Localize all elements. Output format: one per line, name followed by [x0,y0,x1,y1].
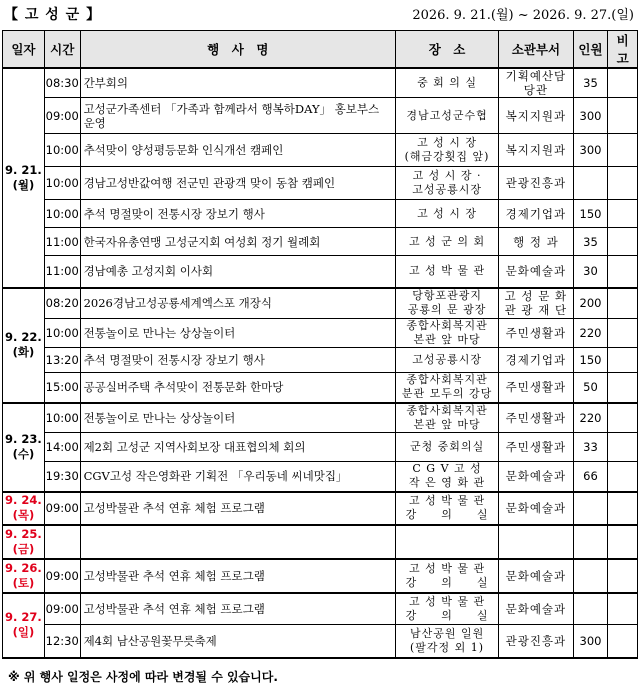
table-row [3,492,638,525]
attendance-cell [573,167,608,200]
department-cell: 경제기업과 [499,200,574,228]
place-cell: 고성공룡시장 [396,348,499,373]
schedule-period: 2026. 9. 21.(월) ~ 2026. 9. 27.(일) [412,8,634,23]
time-cell: 10:00 [44,134,80,167]
col-header-place: 장 소 [396,31,499,69]
time-cell: 09:00 [44,593,80,625]
time-cell: 09:00 [44,559,80,593]
col-header-department: 소관부서 [499,31,574,69]
department-cell: 복지지원과 [499,134,574,167]
attendance-cell: 300 [573,625,608,658]
attendance-cell: 220 [573,403,608,433]
event-name-cell: 간부회의 [80,68,395,98]
event-name-cell: 추석 명절맞이 전통시장 장보기 행사 [80,200,395,228]
place-cell: 종합사회복지관 본관 앞 마당 [396,403,499,433]
place-cell: 고 성 군 의 회 [396,228,499,256]
table-row [3,228,638,256]
department-title: 【 고 성 군 】 [4,7,102,23]
time-cell: 10:00 [44,200,80,228]
event-name-cell: 경남고성반값여행 전군민 관광객 맞이 동참 캠페인 [80,167,395,200]
place-cell: 고 성 박 물 관 강 의 실 [396,559,499,593]
time-cell: 13:20 [44,348,80,373]
event-name-cell: 전통놀이로 만나는 상상놀이터 [80,319,395,348]
place-cell: 고 성 시 장 [396,200,499,228]
date-cell: 9. 21. (월) [3,68,45,288]
department-cell: 문화예술과 [499,492,574,525]
event-name-cell: 제4회 남산공원꽃무릇축제 [80,625,395,658]
place-cell: 중 회 의 실 [396,68,499,98]
place-cell [396,525,499,559]
place-cell: 종합사회복지관 분관 모두의 강당 [396,373,499,403]
attendance-cell: 35 [573,68,608,98]
table-row [3,68,638,98]
table-row [3,559,638,593]
place-cell: 군청 중회의실 [396,433,499,462]
attendance-cell [573,559,608,593]
weekly-schedule-table [2,30,638,659]
event-name-cell: 고성박물관 추석 연휴 체험 프로그램 [80,492,395,525]
attendance-cell: 300 [573,134,608,167]
event-name-cell [80,525,395,559]
time-cell [44,525,80,559]
table-row [3,134,638,167]
table-row [3,433,638,462]
place-cell: 고 성 시 장 · 고성공룡시장 [396,167,499,200]
col-header-date: 일자 [3,31,45,69]
table-row [3,373,638,403]
department-cell: 주민생활과 [499,319,574,348]
time-cell: 09:00 [44,98,80,134]
schedule-body [3,68,638,658]
remarks-cell [608,492,638,525]
event-name-cell: 한국자유총연맹 고성군지회 여성회 정기 월례회 [80,228,395,256]
table-row [3,98,638,134]
place-cell: 고 성 박 물 관 [396,256,499,288]
remarks-cell [608,403,638,433]
date-cell: 9. 26. (토) [3,559,45,593]
attendance-cell: 35 [573,228,608,256]
table-header-row [3,31,638,69]
remarks-cell [608,68,638,98]
place-cell: 당항포관광지 공룡의 문 광장 [396,288,499,319]
department-cell: 문화예술과 [499,462,574,492]
date-cell: 9. 22. (화) [3,288,45,403]
time-cell: 14:00 [44,433,80,462]
remarks-cell [608,134,638,167]
remarks-cell [608,200,638,228]
department-cell: 관광진흥과 [499,167,574,200]
event-name-cell: 공공실버주택 추석맞이 전통문화 한마당 [80,373,395,403]
table-row [3,256,638,288]
time-cell: 19:30 [44,462,80,492]
department-cell: 문화예술과 [499,559,574,593]
attendance-cell: 300 [573,98,608,134]
attendance-cell [573,593,608,625]
place-cell: 종합사회복지관 본관 앞 마당 [396,319,499,348]
table-row [3,625,638,658]
col-header-people: 인원 [573,31,608,69]
remarks-cell [608,348,638,373]
event-name-cell: 2026경남고성공룡세계엑스포 개장식 [80,288,395,319]
remarks-cell [608,98,638,134]
time-cell: 11:00 [44,256,80,288]
event-name-cell: 추석 명절맞이 전통시장 장보기 행사 [80,348,395,373]
attendance-cell: 200 [573,288,608,319]
table-row [3,462,638,492]
table-row [3,403,638,433]
department-cell: 행 정 과 [499,228,574,256]
department-cell: 고 성 문 화 관 광 재 단 [499,288,574,319]
schedule-header [0,0,640,30]
col-header-time: 시간 [44,31,80,69]
time-cell: 10:00 [44,403,80,433]
time-cell: 10:00 [44,319,80,348]
place-cell: C G V 고 성 작 은 영 화 관 [396,462,499,492]
department-cell: 문화예술과 [499,256,574,288]
remarks-cell [608,228,638,256]
table-row [3,167,638,200]
department-cell: 복지지원과 [499,98,574,134]
time-cell: 11:00 [44,228,80,256]
remarks-cell [608,373,638,403]
attendance-cell: 33 [573,433,608,462]
place-cell: 고 성 시 장 (해금강횟집 앞) [396,134,499,167]
place-cell: 남산공원 일원 (팔각정 외 1) [396,625,499,658]
event-name-cell: 고성박물관 추석 연휴 체험 프로그램 [80,593,395,625]
date-cell: 9. 25. (금) [3,525,45,559]
time-cell: 15:00 [44,373,80,403]
table-row [3,348,638,373]
department-cell: 경제기업과 [499,348,574,373]
date-cell: 9. 23. (수) [3,403,45,492]
remarks-cell [608,256,638,288]
event-name-cell: CGV고성 작은영화관 기획전 「우리동네 씨네맛집」 [80,462,395,492]
time-cell: 08:20 [44,288,80,319]
department-cell: 주민생활과 [499,433,574,462]
attendance-cell: 30 [573,256,608,288]
department-cell: 주민생활과 [499,373,574,403]
department-cell: 문화예술과 [499,593,574,625]
time-cell: 10:00 [44,167,80,200]
table-row [3,319,638,348]
department-cell: 관광진흥과 [499,625,574,658]
time-cell: 09:00 [44,492,80,525]
department-cell [499,525,574,559]
event-name-cell: 전통놀이로 만나는 상상놀이터 [80,403,395,433]
remarks-cell [608,625,638,658]
col-header-remarks: 비고 [608,31,638,69]
attendance-cell: 66 [573,462,608,492]
remarks-cell [608,462,638,492]
date-cell: 9. 27. (일) [3,593,45,658]
remarks-cell [608,559,638,593]
attendance-cell: 150 [573,200,608,228]
place-cell: 고 성 박 물 관 강 의 실 [396,492,499,525]
place-cell: 고 성 박 물 관 강 의 실 [396,593,499,625]
remarks-cell [608,433,638,462]
table-row [3,288,638,319]
event-name-cell: 고성박물관 추석 연휴 체험 프로그램 [80,559,395,593]
event-name-cell: 고성군가족센터 「가족과 함께라서 행복하DAY」 홍보부스 운영 [80,98,395,134]
place-cell: 경남고성군수협 [396,98,499,134]
attendance-cell [573,525,608,559]
attendance-cell: 50 [573,373,608,403]
attendance-cell [573,492,608,525]
col-header-event: 행 사 명 [80,31,395,69]
remarks-cell [608,167,638,200]
time-cell: 08:30 [44,68,80,98]
event-name-cell: 제2회 고성군 지역사회보장 대표협의체 회의 [80,433,395,462]
table-row [3,200,638,228]
date-cell: 9. 24. (목) [3,492,45,525]
attendance-cell: 220 [573,319,608,348]
table-row [3,525,638,559]
attendance-cell: 150 [573,348,608,373]
remarks-cell [608,593,638,625]
time-cell: 12:30 [44,625,80,658]
event-name-cell: 경남예총 고성지회 이사회 [80,256,395,288]
remarks-cell [608,288,638,319]
department-cell: 주민생활과 [499,403,574,433]
event-name-cell: 추석맞이 양성평등문화 인식개선 캠페인 [80,134,395,167]
table-row [3,593,638,625]
footer-note: ※ 위 행사 일정은 사정에 따라 변경될 수 있습니다. [8,670,278,684]
remarks-cell [608,319,638,348]
department-cell: 기획예산담당관 [499,68,574,98]
remarks-cell [608,525,638,559]
